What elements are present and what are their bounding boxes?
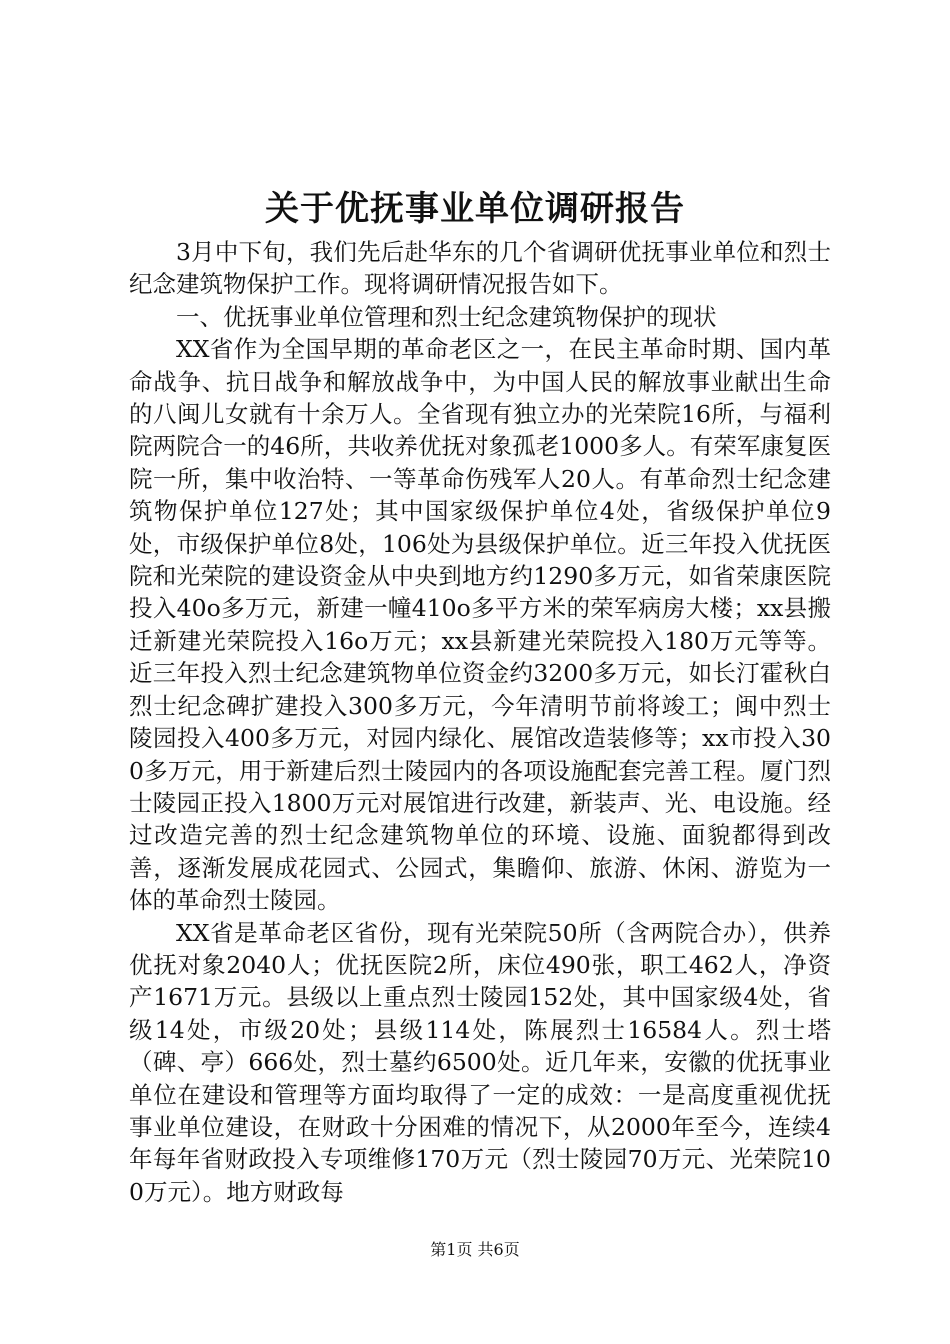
paragraph-province-2: XX省是革命老区省份，现有光荣院50所（含两院合办），供养优抚对象2040人；优抚医院2所，床位490张，职工462人，净资产1671万元。县级以上重点烈士陵园152处，其中国家级4处，省级14处，市级20处；县级114处，陈展烈士16584人。烈士塔（碑、亭）666处，烈士墓约6500处。近几年来，安徽的优抚事业单位在建设和管理等方面均取得了一定的成效：一是高度重视优抚事业单位建设，在财政十分困难的情况下，从2000年至今，连续4年每年省财政投入专项维修170万元（烈士陵园70万元、光荣院100万元）。地方财政每 bbox=[129, 918, 831, 1206]
document-body bbox=[129, 236, 831, 1208]
paragraph-intro: 3月中下旬，我们先后赴华东的几个省调研优抚事业单位和烈士纪念建筑物保护工作。现将调研情况报告如下。 bbox=[129, 238, 831, 299]
paragraph-province-1: XX省作为全国早期的革命老区之一，在民主革命时期、国内革命战争、抗日战争和解放战争中，为中国人民的解放事业献出生命的八闽儿女就有十余万人。全省现有独立办的光荣院16所，与福利院两院合一的46所，共收养优抚对象孤老1000多人。有荣军康复医院一所，集中收治特、一等革命伤残军人20人。有革命烈士纪念建筑物保护单位127处；其中国家级保护单位4处，省级保护单位9处，市级保护单位8处，106处为县级保护单位。近三年投入优抚医院和光荣院的建设资金从中央到地方约1290多万元，如省荣康医院投入40o多万元，新建一幢410o多平方米的荣军病房大楼；xx县搬迁新建光荣院投入16o万元；xx县新建光荣院投入180万元等等。近三年投入烈士纪念建筑物单位资金约3200多万元，如长汀霍秋白烈士纪念碑扩建投入300多万元，今年清明节前将竣工；闽中烈士陵园投入400多万元，对园内绿化、展馆改造装修等；xx市投入300多万元，用于新建后烈士陵园内的各项设施配套完善工程。厦门烈士陵园正投入1800万元对展馆进行改建，新装声、光、电设施。经过改造完善的烈士纪念建筑物单位的环境、设施、面貌都得到改善，逐渐发展成花园式、公园式，集瞻仰、旅游、休闲、游览为一体的革命烈士陵园。 bbox=[129, 335, 831, 915]
page-footer: 第1页 共6页 bbox=[430, 1240, 520, 1259]
section-heading: 一、优抚事业单位管理和烈士纪念建筑物保护的现状 bbox=[176, 302, 717, 331]
document-title: 关于优抚事业单位调研报告 bbox=[265, 189, 685, 229]
